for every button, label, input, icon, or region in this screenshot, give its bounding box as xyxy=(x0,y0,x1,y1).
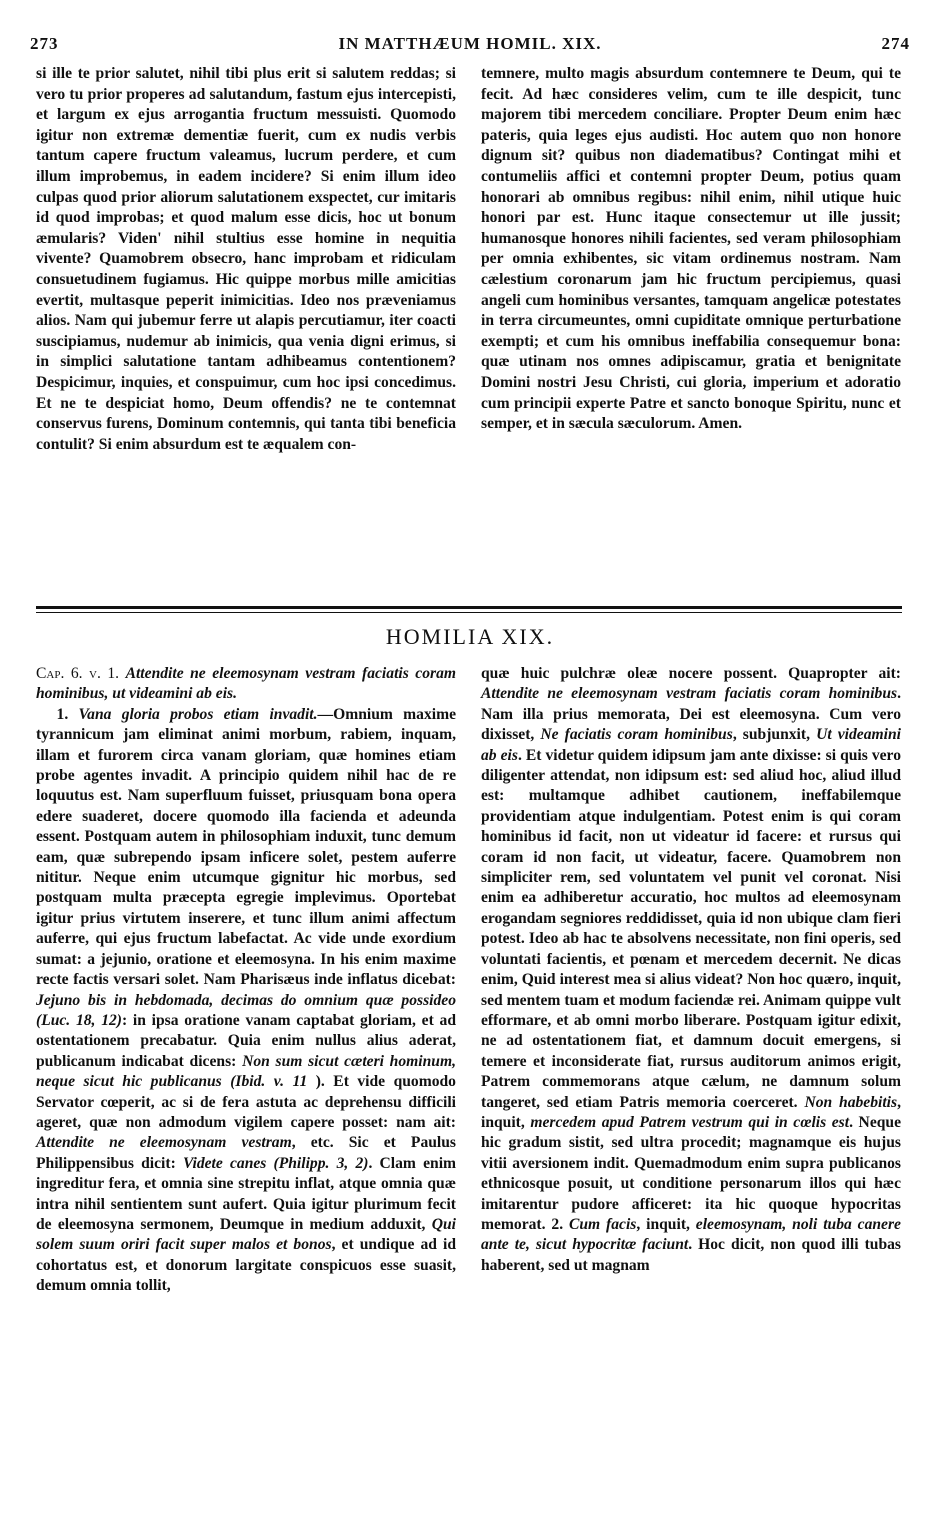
quotation: mercedem apud Patrem vestrum qui in cœlis est xyxy=(530,1113,850,1131)
section-paragraph xyxy=(481,664,901,1276)
section-divider-thin xyxy=(36,612,902,613)
text-run: , et undique ad id cohortatus est, et donorum largitate conspicuos esse suasit, demum omnia tollit, xyxy=(36,1236,457,1295)
section-number: 2. xyxy=(551,1215,564,1233)
page-number-right: 274 xyxy=(881,34,910,53)
chapter-lemma xyxy=(36,664,456,705)
text-run: —Omnium maxime tyrannicum jam eliminat animi morbum, rabiem, inquam, illam et furorem circa vanam gloriam, quæ homines etiam probe agentes invadit. A principio quidem nihil hac de re loquutus est. Nam superfluum fuisset, priusquam bona opera edere suaderet, docere quomodo illa facienda et adeunda essent. Postquam autem in philosophiam induxit, tunc demum eam, quæ subrependo ipsam inficere solet, pestem auferre nititur. Neque enim utcumque gignitur hic morbus, sed postquam multa præcepta egregie implevimus. Oportebat igitur prius virtutem inserere, et tunc illum animi affectum auferre, qui ejus fructum labefactat. Ac vide unde exordium sumat: a jejunio, oratione et eleemosyna. In his enim maxime recte factis versari solet. Nam Pharisæus inde inflatus dicebat: xyxy=(36,705,456,989)
quotation: Attendite ne eleemosynam vestram faciatis coram hominibus xyxy=(481,685,898,703)
text-run: . Nam illa prius memorata, Dei est eleemosyna. Cum vero dixisset, xyxy=(481,685,901,744)
text-run: quæ huic pulchræ oleæ nocere possent. Quapropter ait: xyxy=(481,665,901,682)
text-run: . Hoc dicit, non quod illi tubas haberent, sed ut magnam xyxy=(481,1236,901,1274)
quotation: Qui solem suum oriri facit super malos et bonos xyxy=(36,1215,456,1254)
text-run: , inquit, xyxy=(636,1215,690,1233)
quotation: Ne faciatis coram hominibus xyxy=(540,726,733,744)
section-title: Vana gloria probos etiam invadit. xyxy=(78,705,318,723)
column-top-right xyxy=(481,64,901,435)
quotation: Ut videamini ab eis xyxy=(481,726,901,764)
text-run: , subjunxit, xyxy=(732,726,810,744)
running-title: IN MATTHÆUM HOMIL. XIX. xyxy=(338,34,602,53)
quotation: Videte canes (Philipp. 3, 2) xyxy=(182,1154,369,1172)
quotation: Non sum sicut cæteri hominum, neque sicut hic publicanus (Ibid. v. 11 xyxy=(36,1052,456,1091)
quotation: eleemosynam, noli tuba canere ante te, sicut hypocritæ faciunt xyxy=(481,1215,901,1254)
running-header xyxy=(30,34,910,60)
column-bottom-right xyxy=(481,664,901,1276)
paragraph: temnere, multo magis absurdum contemnere te Deum, qui te fecit. Ad hæc consideres velim, cum te ille despicit, tunc majorem tibi mercedem conciliare. Propter Deum enim hæc pateris, quia leges ejus audisti. Hoc autem quo non honore dignum sit? quibus non diadematibus? Contingat mihi et contumeliis affici et contemni propter Deum, potius quam honorari ab omnibus regibus: nihil enim, nihil utique huic honori par est. Hunc itaque consectemur ut ille jussit; humanosque honores nihili facientes, sed veram philosophiam per omnia exhibentes, sic vitam ordinemus nostram. Nam cælestium coronarum jam hic fructum percipiemus, quasi angeli cum hominibus versantes, tamquam angelicæ potestates in terra circumeuntes, omni cupiditate omnique perturbatione exempti; et cum his omnibus ineffabilia consequemur bona: quæ utinam nos omnes adipiscamur, gratia et benignitate Domini nostri Jesu Christi, cui gloria, imperium et adoratio cum principii experte Patre et sancto bonoque Spiritu, nunc et semper, et in sæcula sæculorum. Amen. xyxy=(481,65,901,433)
text-run: : in ipsa oratione vanam captabat gloriam, et ad ostentationem precabatur. Quia enim nullus alius aderat, publicanum indicabat dicens: xyxy=(36,1011,456,1070)
text-run: . Clam enim ingreditur fera, et omnia sine strepitu inflat, atque omnia quæ intra nihil sentientem sunt aufert. Quia igitur plurimum fecit de eleemosyna sermonem, Deumque in medium adduxit, xyxy=(36,1154,457,1233)
quotation: Attendite ne eleemosynam vestram xyxy=(36,1134,292,1152)
homily-title: HOMILIA XIX. xyxy=(385,624,555,649)
text-run: , inquit, xyxy=(481,1093,901,1131)
paragraph: si ille te prior salutet, nihil tibi plus erit si salutem reddas; si vero tu prior properes ad salutandum, fastum ejus intercepisti, et largum ex ejus arrogantia fructum messuisti. Quomodo igitur non extremæ dementiæ fuerit, cum ex nudis verbis tantum capere fructum valeamus, lucrum perdere, et cum illum improbemus, in eadem incidere? Si enim illum ideo culpas quod prior aliorum salutationem exspectet, cur imitaris id quod improbas; et quod malum esse dicis, hoc ut bonum æmularis? Viden' nihil stultius esse homine in nequitia vivente? Quamobrem obsecro, hanc improbam et ridiculam consuetudinem fugiamus. Hic quippe morbus mille amicitias evertit, multasque peperit inimicitias. Ideo nos præveniamus alios. Nam qui jubemur ferre ut alapis percutiamur, iter coacti suscipiamus, nudemur ab inimicis, qua venia digni erimus, si in simplici salutatione tantam adhibeamus contentionem? Despicimur, inquies, et conspuimur, cum hoc ipsi concedimus. Et ne te despiciat homo, Deum offendis? ne te contemnat conservus furens, Dominum contemnis, qui tanta tibi beneficia contulit? Si enim absurdum est te æqualem con- xyxy=(36,65,456,453)
quotation: Jejuno bis in hebdomada, decimas do omnium quæ possideo (Luc. 18, 12) xyxy=(36,991,456,1029)
section-paragraph xyxy=(36,705,456,1297)
lemma-text: Attendite ne eleemosynam vestram faciatis coram hominibus, ut videamini ab eis. xyxy=(36,665,457,703)
column-top-left xyxy=(36,64,456,455)
chapter-label: Cap. 6. v. 1. xyxy=(36,665,120,682)
quotation: Cum facis xyxy=(568,1215,637,1233)
page-number-left: 273 xyxy=(30,34,59,53)
text-run: . Et videtur quidem idipsum jam ante dixisse: si quis vero diligenter attendat, non idipsum est: sed aliud hoc, aliud illud est: multamque adhibet cautionem, ineffabilemque providentiam atque indulgentiam. Potest enim is qui coram hominibus id facit, non ut videatur id facere: et rursus qui coram id non facit, ut videatur, facere. Quamobrem non simpliciter rem, sed voluntatem vel punit vel coronat. Nisi enim ea adhiberetur accuratio, hoc multos ad eleemosynam erogandam segniores reddidisset, quia id non ubique clam fieri potest. Ideo ab hac te absolvens necessitate, non fini operis, sed voluntati facientis, et pœnam et mercedem decernit. Ne dicas enim, Quid interest mea si alius videat? Non hoc quæro, inquit, sed mentem tuam et modum faciendæ rei. Animam quippe vult efformare, et ab omni morbo liberare. Postquam igitur edixit, ne ad ostentationem fiat, et damnum docuit emergens, si temere et inconsiderate fiat, rursus auditorum animos erigit, Patrem commemorans atque cælum, ne damnum solum tangeret, sed etiam Patris memoria coerceret. xyxy=(481,746,901,1111)
text-run: , etc. Sic et Paulus Philippensibus dicit: xyxy=(36,1134,456,1172)
text-run: ). Et vide quomodo Servator cœperit, ac si de fera astuta ac deprehensu difficili ageret, quæ non admodum vigilem capere posset: nam ait: xyxy=(36,1073,456,1131)
text-run: . Neque hic gradum sistit, sed ultra procedit; magnamque eis hujus vitii aversionem indit. Quemadmodum enim supra publicanos ethnicosque posuit, ut conditione personarum illos qui hæc imitarentur pudore afficeret: ita hic quoque hypocritas memorat. xyxy=(481,1113,902,1233)
section-number: 1. xyxy=(56,705,69,723)
section-divider-thick xyxy=(36,606,902,609)
quotation: Non habebitis xyxy=(804,1093,898,1111)
column-bottom-left xyxy=(36,664,456,1297)
